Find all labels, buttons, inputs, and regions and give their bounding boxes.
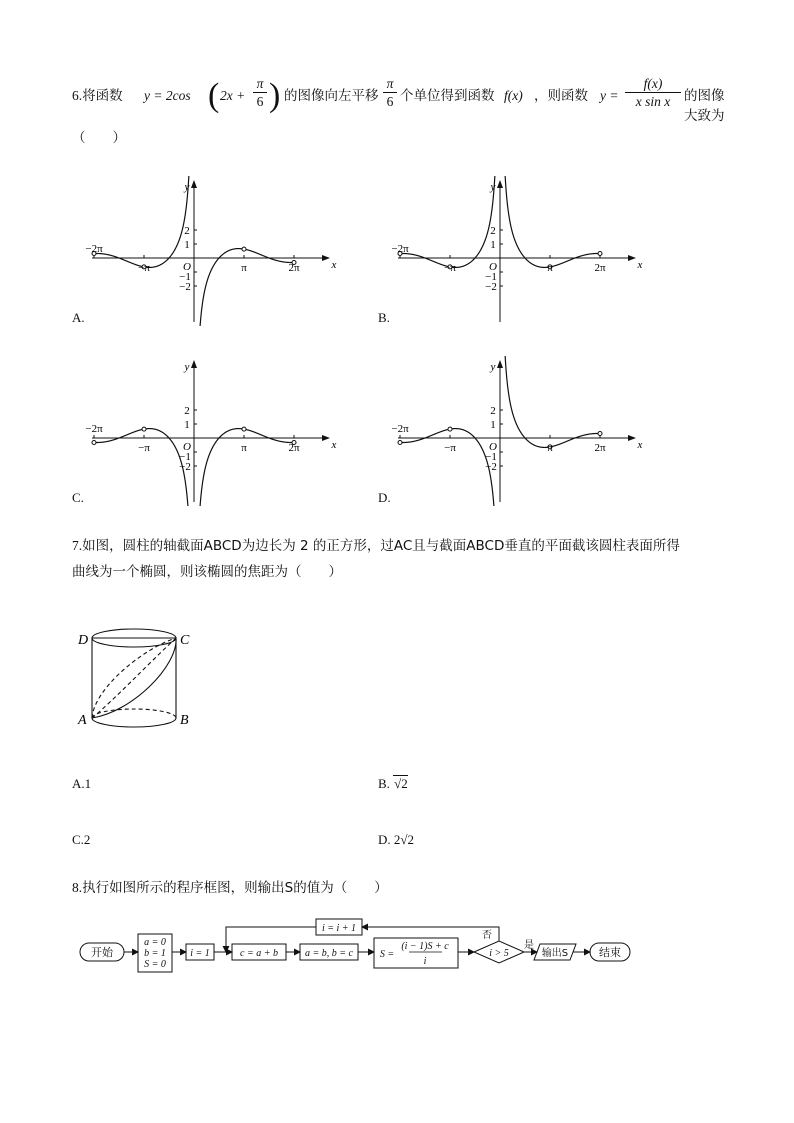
tick-label-neg1: −1 — [485, 271, 497, 283]
q6-frac2 — [383, 75, 397, 111]
q6-text-3: 个单位得到函数 — [400, 88, 495, 104]
tick-label-negpi: −π — [138, 262, 150, 274]
tick-label-neg1: −1 — [485, 451, 497, 463]
q6-text-5: 的图像大致为 — [684, 88, 725, 124]
q6-rparen: ) — [269, 77, 281, 114]
flow-i1-text: i = 1 — [190, 948, 210, 959]
q7-stem — [72, 536, 732, 582]
y-axis-arrow — [191, 360, 197, 368]
tick-label-2: 2 — [490, 405, 496, 417]
q6-option-a-graph — [82, 176, 342, 326]
q6-fx: f(x) — [504, 88, 523, 103]
q7-number: 7. — [72, 538, 83, 553]
x-axis-label: x — [637, 259, 643, 271]
flow-start-text: 开始 — [91, 946, 113, 959]
tick-label-neg2: −2 — [485, 461, 497, 473]
q6-option-a-label: A. — [72, 310, 85, 325]
curve-branch-2 — [200, 249, 297, 326]
q6-option-b-graph — [388, 176, 648, 326]
q8-flowchart — [76, 914, 636, 976]
y-axis-label: y — [490, 181, 496, 193]
tick-label-pi: π — [547, 262, 553, 274]
y-axis-arrow — [191, 180, 197, 188]
curve-branch-2 — [505, 176, 602, 267]
tick-label-neg2: −2 — [485, 281, 497, 293]
tick-label-2pi: 2π — [288, 262, 300, 274]
tick-label-2pi: 2π — [288, 442, 300, 454]
y-axis-arrow — [497, 180, 503, 188]
x-axis-arrow — [322, 435, 330, 441]
q7-option-a-value: 1 — [84, 776, 92, 791]
q6-frac1 — [253, 75, 267, 111]
tick-label-2: 2 — [490, 225, 496, 237]
flow-s-num: (i − 1)S + c — [401, 941, 449, 952]
tick-label-negpi: −π — [138, 442, 150, 454]
tick-label-2: 2 — [184, 225, 190, 237]
y-axis-label: y — [184, 361, 190, 373]
tick-label-pi: π — [547, 442, 553, 454]
flow-end-text: 结束 — [599, 946, 621, 959]
y-axis-label: y — [184, 181, 190, 193]
q6-option-c-graph — [82, 356, 342, 506]
q8-stem — [72, 878, 388, 898]
tick-label-neg2pi: −2π — [391, 243, 409, 255]
tick-label-neg1: −1 — [179, 451, 191, 463]
curve-branch-1 — [398, 429, 495, 506]
x-axis-arrow — [628, 435, 636, 441]
origin-label: O — [183, 441, 191, 453]
flow-no-text: 否 — [482, 930, 492, 941]
flow-out-text: 输出S — [541, 948, 569, 959]
endpoint-dot — [598, 432, 602, 436]
flow-arrow-no — [362, 927, 499, 941]
q7-option-a — [72, 776, 91, 792]
tick-label-2pi: 2π — [594, 442, 606, 454]
q8-text: 执行如图所示的程序框图，则输出S的值为（ ） — [82, 880, 388, 896]
curve-branch-1 — [92, 429, 189, 506]
flow-yes-text: 是 — [524, 940, 534, 951]
flow-ab-text: a = b, b = c — [305, 948, 353, 959]
q6-ratio-num: f(x) — [643, 76, 663, 91]
q6-stem — [72, 76, 732, 124]
flow-s-left: S = — [379, 949, 395, 960]
flow-init-a: a = 0 — [144, 937, 166, 948]
flow-init-s: S = 0 — [144, 959, 166, 970]
flow-c-text: c = a + b — [240, 948, 278, 959]
q6-text-1: 将函数 — [82, 88, 123, 104]
q7-option-c — [72, 832, 90, 848]
tick-label-1: 1 — [184, 419, 190, 431]
label-a: A — [78, 713, 87, 728]
q7-option-b-value: √2 — [394, 776, 408, 791]
flow-inc-text: i = i + 1 — [321, 923, 357, 934]
q7-option-d — [378, 832, 414, 848]
label-c: C — [180, 633, 190, 648]
x-axis-label: x — [637, 439, 643, 451]
tick-label-pi: π — [241, 262, 247, 274]
q6-option-d-graph — [388, 356, 648, 506]
tick-label-2: 2 — [184, 405, 190, 417]
tick-label-pi: π — [241, 442, 247, 454]
q6-option-b-label: B. — [378, 310, 390, 325]
extremum-dot — [242, 427, 246, 431]
label-d: D — [78, 633, 89, 648]
extremum-dot — [448, 427, 452, 431]
x-axis-label: x — [331, 439, 337, 451]
tick-label-1: 1 — [490, 419, 496, 431]
q7-option-c-value: 2 — [83, 832, 91, 847]
x-axis-arrow — [322, 255, 330, 261]
tick-label-neg1: −1 — [179, 271, 191, 283]
q6-func-y: y = 2cos — [144, 88, 191, 103]
q6-answer-paren: （ ） — [72, 130, 126, 146]
q6-option-d-label: D. — [378, 490, 391, 505]
curve-branch-1 — [398, 176, 495, 267]
extremum-dot — [242, 247, 246, 251]
q6-frac1-num: π — [256, 76, 264, 91]
q7-option-d-label: D. — [378, 832, 391, 847]
extremum-dot — [142, 427, 146, 431]
endpoint-dot — [598, 252, 602, 256]
endpoint-dot — [92, 440, 96, 444]
q7-option-d-value: 2√2 — [393, 832, 415, 847]
tick-label-negpi: −π — [444, 442, 456, 454]
q7-option-b-label: B. — [378, 776, 390, 791]
tick-label-negpi: −π — [444, 262, 456, 274]
q7-line-1: 如图，圆柱的轴截面ABCD为边长为 2 的正方形，过AC且与截面ABCD垂直的平面截该圆柱表面所得 — [82, 538, 680, 554]
curve-branch-2 — [505, 356, 602, 447]
tick-label-1: 1 — [490, 239, 496, 251]
tick-label-2pi: 2π — [594, 262, 606, 274]
q8-number: 8. — [72, 880, 83, 895]
q7-option-b — [378, 776, 408, 792]
diagonal-ac — [92, 638, 176, 718]
origin-label: O — [489, 261, 497, 273]
q6-arg: 2x + — [220, 88, 246, 103]
q6-lparen: ( — [208, 77, 220, 114]
q6-number: 6. — [72, 88, 83, 103]
q6-option-c-label: C. — [72, 490, 84, 505]
q6-frac2-den: 6 — [383, 92, 397, 111]
origin-label: O — [183, 261, 191, 273]
tick-label-neg2: −2 — [179, 281, 191, 293]
q6-text-2: 的图像向左平移 — [284, 88, 379, 104]
q6-frac1-den: 6 — [253, 92, 267, 111]
tick-label-1: 1 — [184, 239, 190, 251]
curve-branch-1 — [92, 176, 189, 267]
tick-label-neg2pi: −2π — [85, 243, 103, 255]
tick-label-neg2pi: −2π — [391, 423, 409, 435]
label-b: B — [180, 713, 189, 728]
q7-option-c-label: C. — [72, 832, 84, 847]
x-axis-label: x — [331, 259, 337, 271]
origin-label: O — [489, 441, 497, 453]
q7-cylinder-figure — [74, 622, 204, 742]
q6-text-4: ，则函数 — [534, 88, 588, 104]
q6-ratio-y: y = — [600, 88, 619, 103]
flow-init-b: b = 1 — [144, 948, 166, 959]
q6-ratio-frac — [625, 75, 681, 111]
cylinder-bottom-front — [92, 718, 176, 727]
q7-line-2: 曲线为一个椭圆，则该椭圆的焦距为（ ） — [72, 564, 342, 580]
q7-option-a-label: A. — [72, 776, 85, 791]
q6-frac2-num: π — [386, 76, 394, 91]
flow-s-den: i — [423, 956, 427, 967]
tick-label-neg2: −2 — [179, 461, 191, 473]
endpoint-dot — [398, 440, 402, 444]
curve-branch-2 — [200, 429, 297, 506]
cylinder-bottom-back — [92, 709, 176, 718]
tick-label-neg2pi: −2π — [85, 423, 103, 435]
flow-cond-text: i > 5 — [489, 948, 509, 959]
q6-ratio-den: x sin x — [625, 92, 681, 111]
y-axis-arrow — [497, 360, 503, 368]
x-axis-arrow — [628, 255, 636, 261]
y-axis-label: y — [490, 361, 496, 373]
